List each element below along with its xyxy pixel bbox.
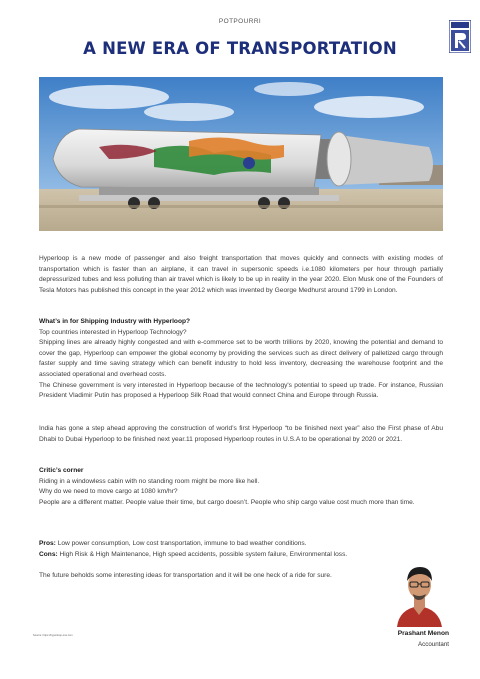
intro-text: Hyperloop is a new mode of passenger and also freight transportation that moves quickly and connects with existing modes of transportation which is faster than an airplane, it can travel in supersonic speeds i.e.1080 kilometers per hour through partially depressurized tubes and less polluting than air travel which is likely to be up in reality in the year 2020. Elon Musk one of the Founders of Tesla Motors has published this concept in the year 2012 which was invented by George Medhurst around 1799 in London. (39, 255, 443, 294)
critic-heading: Critic’s corner (39, 467, 84, 474)
pros-label: Pros: (39, 540, 56, 547)
author-role: Accountant (418, 641, 449, 648)
page-title: A NEW ERA OF TRANSPORTATION (83, 39, 397, 58)
shipping-heading: What’s in for Shipping Industry with Hyperloop? (39, 318, 191, 325)
shipping-question: Top countries interested in Hyperloop Technology? (39, 328, 187, 336)
author-photo (391, 557, 448, 627)
hyperloop-pod-image (39, 77, 443, 231)
cons-text: High Risk & High Maintenance, High speed accidents, possible system failure, Environmental loss. (57, 550, 348, 558)
cons-label: Cons: (39, 550, 58, 558)
critic-line-3: People are a different matter. People value their time, but cargo doesn’t. People who ship cargo value cost much more than time. (39, 498, 415, 506)
source-credit: Source: https://hyperloop-one.com (33, 634, 73, 637)
author-name: Prashant Menon (397, 630, 449, 637)
closing-text: The future beholds some interesting ideas for transportation and it will be one heck of a ride for sure. (39, 572, 332, 579)
shipping-paragraph-2: The Chinese government is very interested in Hyperloop because of the technology's potential to speed up trade. For instance, Russian President Vladimir Putin has proposed a Hyperloop Silk Road that would connect China and Europe through Russia. (39, 381, 443, 400)
section-label: POTPOURRI (218, 18, 262, 25)
critic-line-2: Why do we need to move cargo at 1080 km/hr? (39, 488, 178, 496)
india-paragraph (39, 424, 443, 445)
critic-section (39, 466, 443, 508)
pros-cons-section (39, 539, 443, 560)
pros-text: Low power consumption, Low cost transportation, immune to bad weather conditions. (55, 540, 307, 547)
intro-paragraph (39, 254, 443, 296)
pros-line (39, 539, 443, 550)
critic-line-1: Riding in a windowless cabin with no standing room might be more like hell. (39, 477, 260, 485)
shipping-paragraph-1: Shipping lines are already highly congested and with e-commerce set to be worth trillions by 2020, knowing the potential and demand to cover the gap, Hyperloop can empower the global economy by providing the services such as direct delivery of palletized cargo through faster supply and time saving strategy which can benefit industry to hold less inventory, decreasing the warehouse footprint and the associated operational and overhead costs. (39, 339, 443, 378)
shipping-section (39, 317, 443, 402)
cons-line (39, 550, 443, 561)
closing-paragraph (39, 571, 443, 582)
india-text: India has gone a step ahead approving the construction of world’s first Hyperloop “to be finished next year” also the First phase of Abu Dhabi to Dubai Hyperloop to be finished next year.11 proposed Hyperloop routes in U.S.A to be operational by 2020 or 2021. (39, 425, 443, 443)
